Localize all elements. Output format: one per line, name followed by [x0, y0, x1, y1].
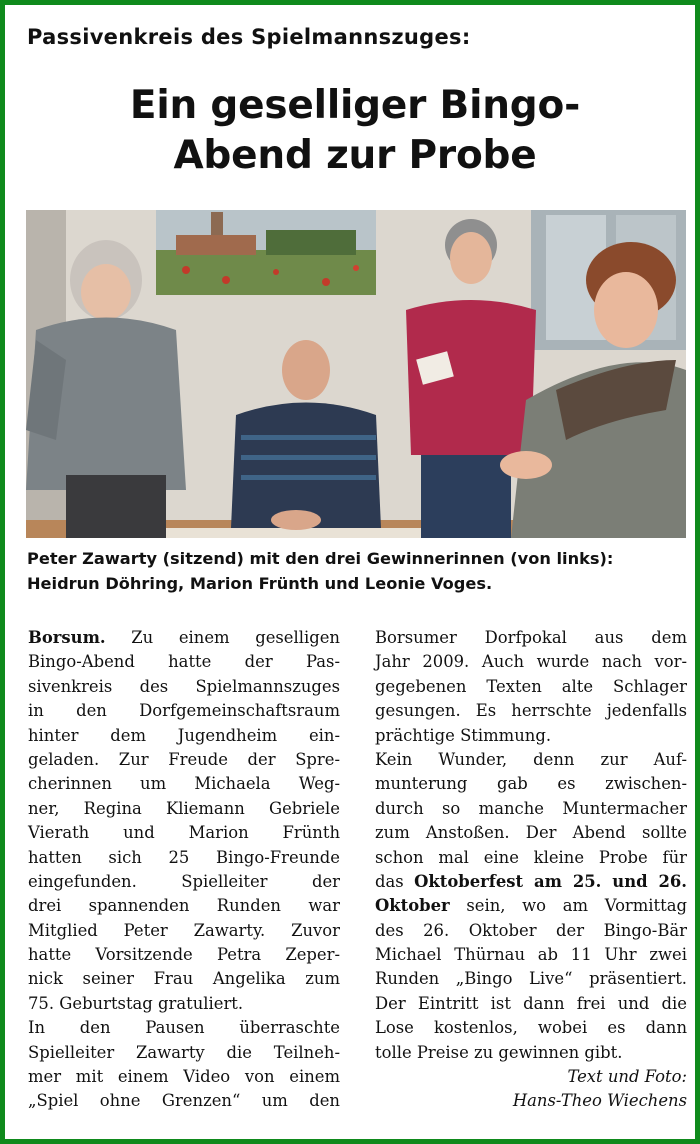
text-run: ner, Regina Kliemann Gebriele: [28, 798, 340, 818]
text-run: 75. Geburtstag gratuliert.: [28, 993, 244, 1013]
text-run: In den Pausen überraschte: [28, 1018, 340, 1038]
text-line: [375, 797, 687, 821]
text-line: [375, 724, 687, 748]
text-run: cherinnen um Michaela Weg-: [28, 774, 340, 794]
text-run: Michael Thürnau ab 11 Uhr zwei: [375, 945, 687, 965]
text-run: nick seiner Frau Angelika zum: [28, 969, 340, 989]
caption-line-2: Heidrun Döhring, Marion Frünth und Leonie Voges.: [27, 574, 493, 593]
article-column-right: [375, 626, 687, 1114]
kicker: Passivenkreis des Spielmannszuges:: [27, 25, 471, 49]
text-line: [375, 894, 687, 918]
text-run: Lose kostenlos, wobei es dann: [375, 1018, 687, 1038]
text-line: [28, 772, 340, 796]
text-run: das: [375, 871, 415, 891]
text-run: durch so manche Muntermacher: [375, 798, 687, 818]
text-run: Kein Wunder, denn zur Auf-: [375, 749, 687, 769]
text-run: zum Anstoßen. Der Abend sollte: [375, 823, 687, 843]
text-line: [28, 724, 340, 748]
text-run: hatte Vorsitzende Petra Zeper-: [28, 945, 340, 965]
text-run: Borsumer Dorfpokal aus dem: [375, 628, 687, 647]
text-line: [28, 748, 340, 772]
text-line: [28, 626, 340, 650]
text-line: [28, 919, 340, 943]
headline-line-2: Abend zur Probe: [173, 133, 537, 178]
text-line: [28, 699, 340, 723]
bold-text: Oktober: [375, 896, 450, 916]
text-run: gegebenen Texten alte Schlager: [375, 676, 687, 696]
text-run: Der Eintritt ist dann frei und die: [375, 993, 687, 1013]
text-line: [28, 821, 340, 845]
text-run: in den Dorfgemeinschaftsraum: [28, 701, 340, 721]
photo-caption: [27, 546, 695, 596]
headline: [15, 81, 695, 181]
bold-text: Oktoberfest am 25. und 26.: [414, 871, 688, 891]
text-run: hinter dem Jugendheim ein-: [28, 725, 340, 745]
text-run: Vierath und Marion Frünth: [28, 823, 340, 843]
photo-illustration: [26, 210, 686, 538]
text-line: [375, 675, 687, 699]
text-line: [28, 1041, 340, 1065]
text-line: [28, 1089, 340, 1113]
text-line: [28, 797, 340, 821]
text-run: hatten sich 25 Bingo-Freunde: [28, 847, 340, 867]
text-run: prächtige Stimmung.: [375, 725, 552, 745]
text-line: [28, 967, 340, 991]
text-run: des 26. Oktober der Bingo-Bär: [375, 920, 687, 940]
group-photo: [26, 210, 686, 538]
text-run: Runden „Bingo Live“ präsentiert.: [375, 969, 687, 989]
text-line: [375, 870, 687, 894]
text-line: [375, 821, 687, 845]
text-line: [375, 846, 687, 870]
text-run: gesungen. Es herrschte jedenfalls: [375, 701, 687, 721]
text-line: [375, 919, 687, 943]
text-line: [375, 1041, 687, 1065]
text-run: Hans-Theo Wiechens: [512, 1091, 687, 1111]
text-run: sein, wo am Vormittag: [449, 896, 687, 916]
text-run: schon mal eine kleine Probe für: [375, 847, 687, 867]
text-line: [375, 772, 687, 796]
text-line: [28, 1065, 340, 1089]
text-line: [28, 943, 340, 967]
text-run: geladen. Zur Freude der Spre-: [28, 749, 340, 769]
text-run: munterung gab es zwischen-: [375, 774, 687, 794]
text-line: [28, 650, 340, 674]
text-line: [28, 992, 340, 1016]
text-line: [28, 870, 340, 894]
caption-line-1: Peter Zawarty (sitzend) mit den drei Gewinnerinnen (von links):: [27, 549, 614, 568]
text-line: [375, 1065, 687, 1089]
text-run: Text und Foto:: [567, 1067, 687, 1087]
text-line: [375, 650, 687, 674]
text-line: [28, 894, 340, 918]
text-line: [28, 846, 340, 870]
text-run: Zu einem geselligen: [105, 628, 340, 647]
text-run: tolle Preise zu gewinnen gibt.: [375, 1042, 623, 1062]
text-run: Jahr 2009. Auch wurde nach vor-: [375, 652, 687, 672]
text-run: drei spannenden Runden war: [28, 896, 340, 916]
text-line: [375, 943, 687, 967]
text-line: [375, 699, 687, 723]
text-line: [375, 748, 687, 772]
text-line: [28, 1016, 340, 1040]
text-run: Bingo-Abend hatte der Pas-: [28, 652, 340, 672]
text-run: „Spiel ohne Grenzen“ um den: [28, 1091, 340, 1111]
text-line: [375, 1089, 687, 1113]
text-run: Mitglied Peter Zawarty. Zuvor: [28, 920, 340, 940]
text-run: sivenkreis des Spielmannszuges: [28, 676, 340, 696]
text-line: [28, 675, 340, 699]
text-line: [375, 992, 687, 1016]
article-column-left: [28, 626, 340, 1114]
text-line: [375, 967, 687, 991]
text-line: [375, 1016, 687, 1040]
headline-line-1: Ein geselliger Bingo-: [129, 83, 581, 128]
text-run: eingefunden. Spielleiter der: [28, 871, 340, 891]
dateline: Borsum.: [28, 628, 106, 647]
text-run: mer mit einem Video von einem: [28, 1067, 340, 1087]
text-line: [375, 626, 687, 650]
text-run: Spielleiter Zawarty die Teilneh-: [28, 1042, 340, 1062]
